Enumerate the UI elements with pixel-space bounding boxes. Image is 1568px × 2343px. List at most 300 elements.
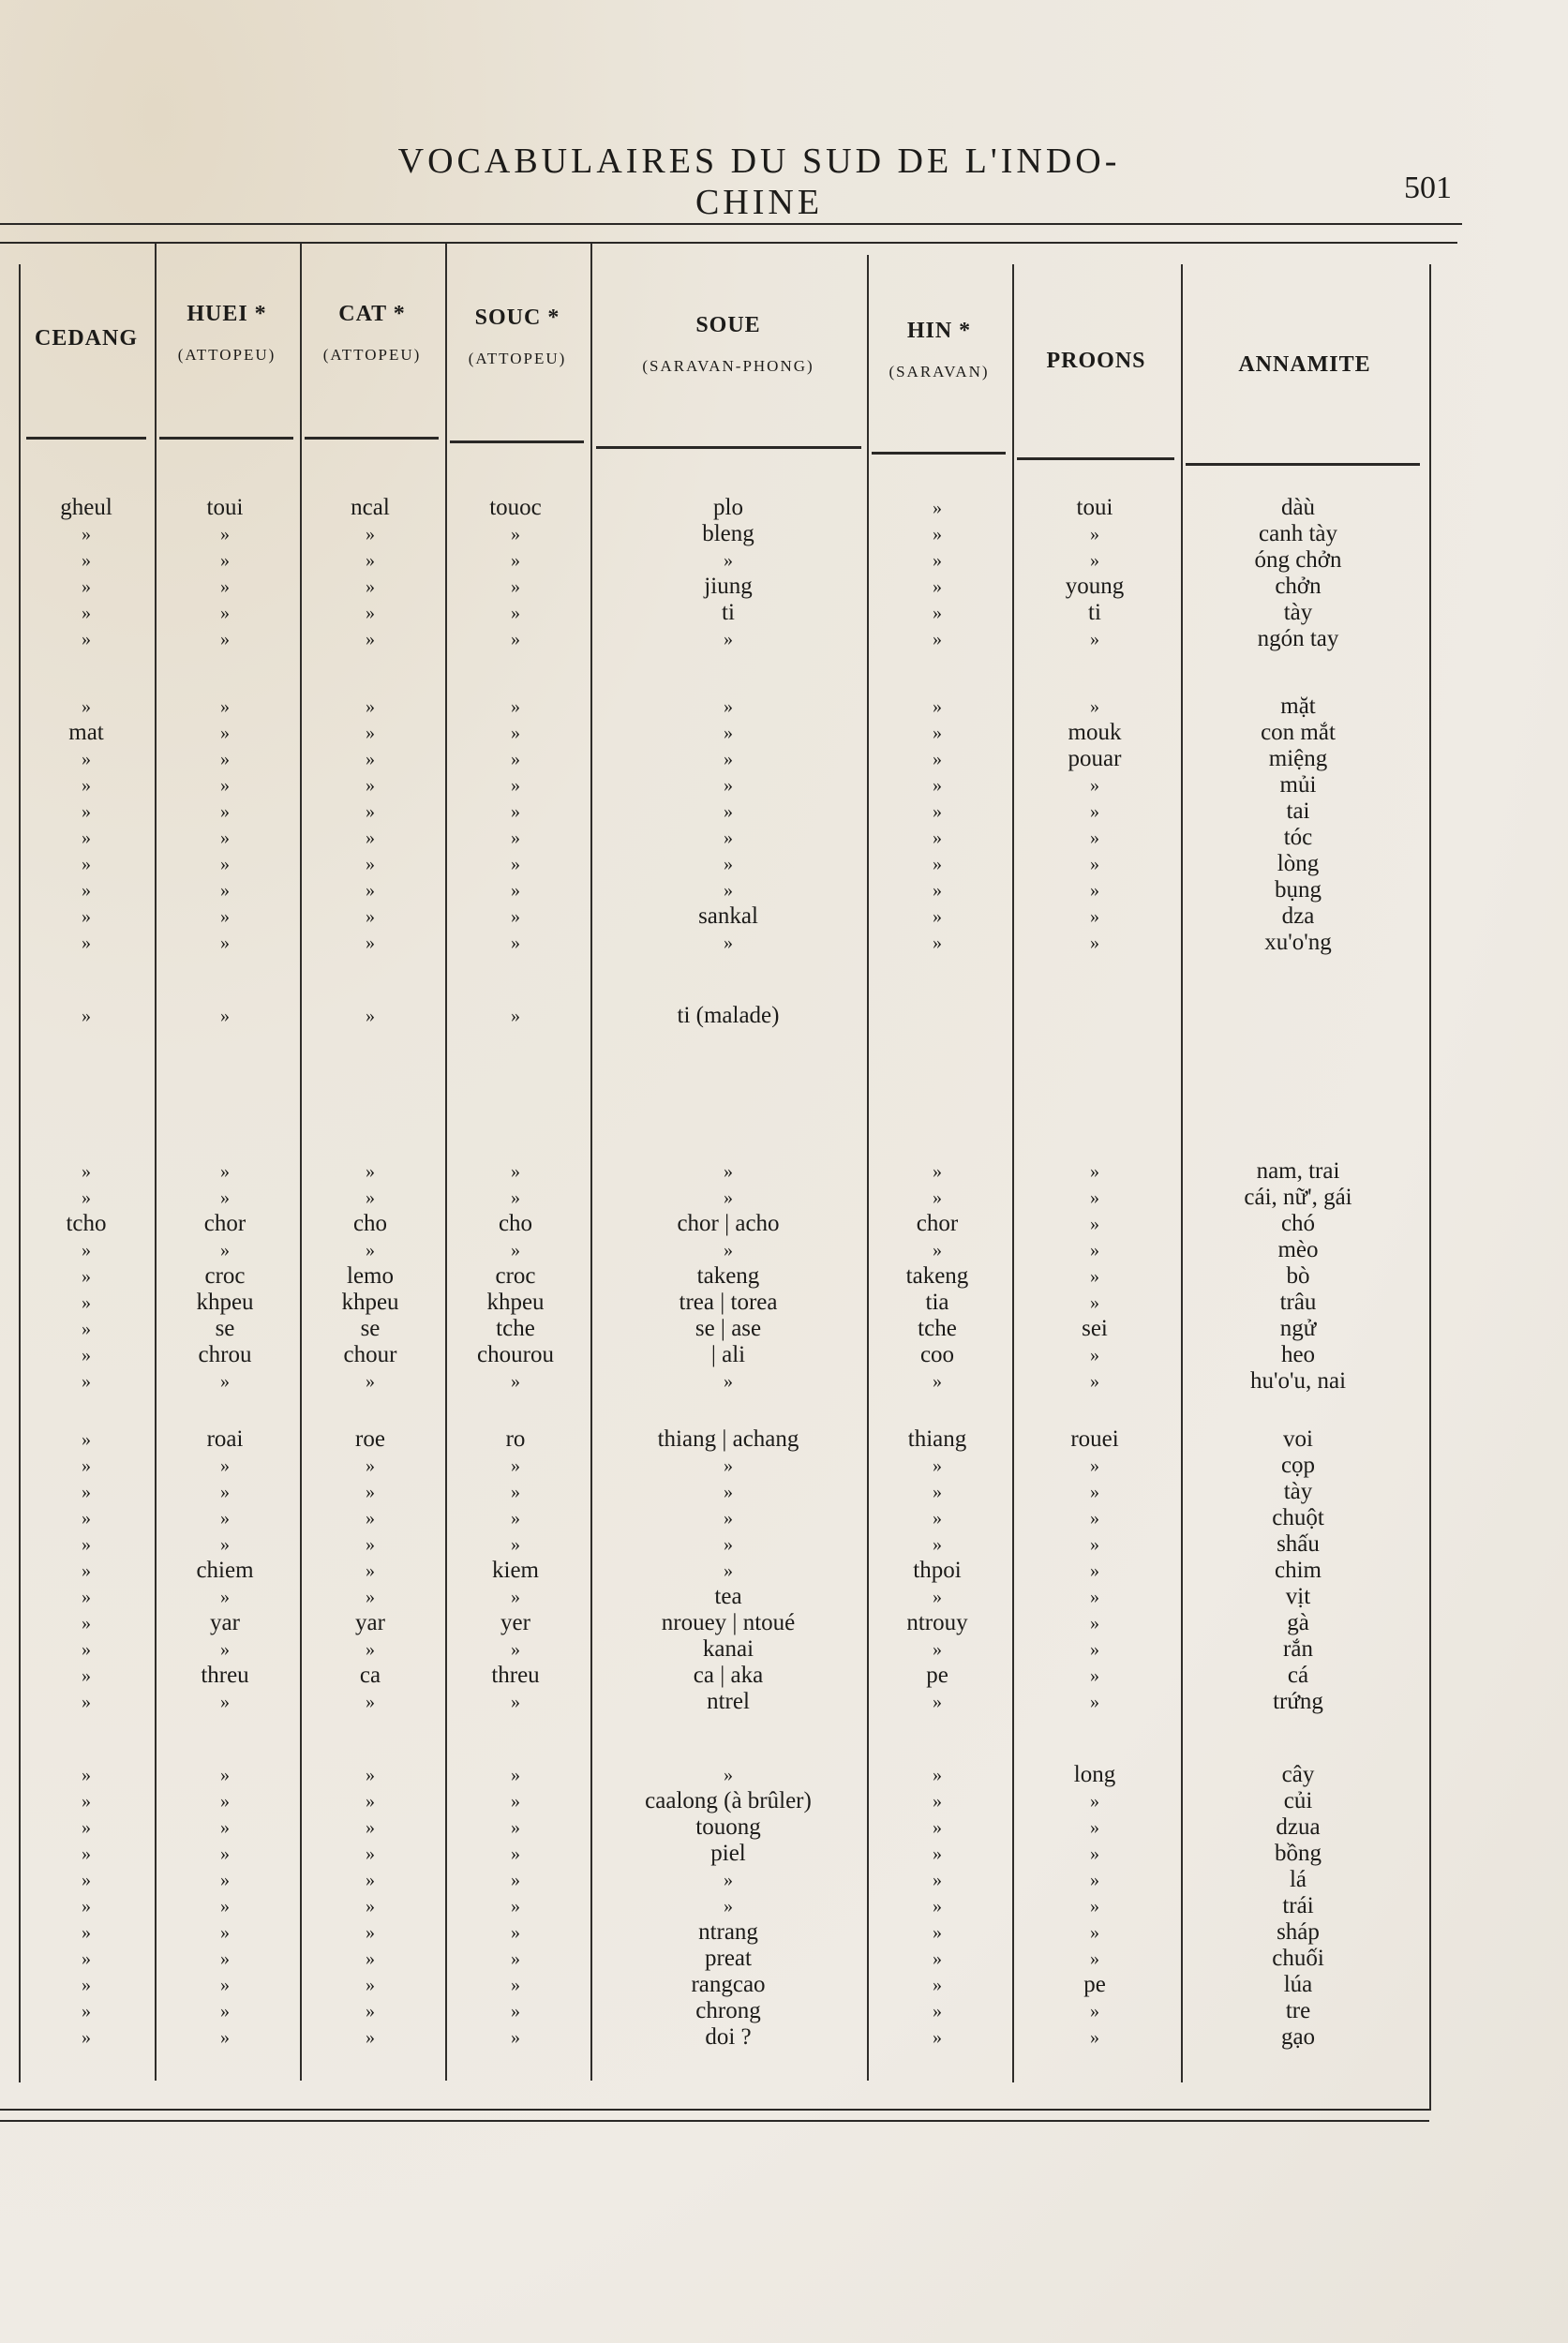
- table-row: [0, 547, 1568, 575]
- table-cell: ro: [505, 1426, 526, 1452]
- ditto-mark: »: [511, 1975, 520, 1995]
- ditto-mark: »: [82, 880, 91, 901]
- table-row: [0, 1689, 1568, 1717]
- ditto-mark: »: [220, 828, 230, 848]
- ditto-mark: »: [933, 1508, 942, 1529]
- ditto-mark: »: [933, 1948, 942, 1969]
- header-cedang: [21, 326, 152, 351]
- table-cell: shấu: [1277, 1531, 1320, 1557]
- ditto-mark: »: [933, 1843, 942, 1864]
- table-row: [0, 1479, 1568, 1507]
- table-cell: heo: [1280, 1342, 1316, 1367]
- ditto-mark: »: [1090, 1613, 1099, 1634]
- ditto-mark: »: [511, 1896, 520, 1917]
- ditto-mark: »: [82, 933, 91, 953]
- table-row: [0, 1610, 1568, 1638]
- table-cell: gheul: [60, 495, 112, 520]
- table-cell: thiang: [907, 1426, 967, 1452]
- table-cell: chiem: [196, 1558, 254, 1583]
- table-cell: roai: [206, 1426, 244, 1452]
- table-row: [0, 1788, 1568, 1816]
- ditto-mark: »: [933, 1482, 942, 1502]
- table-cell: sankal: [698, 903, 758, 929]
- header-region: (ATTOPEU): [177, 346, 276, 364]
- table-cell: tày: [1283, 1479, 1313, 1504]
- top-rule: [0, 223, 1462, 225]
- ditto-mark: »: [933, 1240, 942, 1261]
- table-cell: touong: [695, 1814, 761, 1840]
- header-souc: [447, 306, 588, 368]
- ditto-mark: »: [724, 1896, 733, 1917]
- ditto-mark: »: [366, 1455, 375, 1476]
- table-row: [0, 1003, 1568, 1031]
- table-cell: ntrouy: [906, 1610, 968, 1635]
- table-cell: tày: [1283, 600, 1313, 625]
- table-cell: tai: [1286, 798, 1310, 824]
- ditto-mark: »: [933, 1371, 942, 1392]
- header-region: (SARAVAN-PHONG): [642, 357, 814, 375]
- table-row: [0, 1893, 1568, 1921]
- ditto-mark: »: [933, 1639, 942, 1660]
- table-cell: chrong: [695, 1998, 761, 2023]
- ditto-mark: »: [933, 775, 942, 796]
- ditto-mark: »: [1090, 828, 1099, 848]
- ditto-mark: »: [724, 723, 733, 743]
- ditto-mark: »: [220, 880, 230, 901]
- ditto-mark: »: [82, 1508, 91, 1529]
- table-cell: ntrel: [707, 1689, 750, 1714]
- ditto-mark: »: [220, 1817, 230, 1838]
- ditto-mark: »: [933, 1870, 942, 1890]
- bottom-rule-2: [0, 2120, 1429, 2122]
- ditto-mark: »: [933, 550, 942, 571]
- table-cell: threu: [201, 1663, 249, 1688]
- table-cell: hu'o'u, nai: [1249, 1368, 1347, 1394]
- header-rule: [305, 437, 439, 440]
- ditto-mark: »: [511, 906, 520, 927]
- header-lang: CEDANG: [34, 326, 138, 351]
- ditto-mark: »: [82, 1482, 91, 1502]
- header-rule: [450, 440, 584, 443]
- header-lang: HUEI *: [187, 302, 267, 326]
- ditto-mark: »: [1090, 801, 1099, 822]
- ditto-mark: »: [511, 828, 520, 848]
- ditto-mark: »: [1090, 1692, 1099, 1712]
- header-region: (ATTOPEU): [322, 346, 422, 364]
- ditto-mark: »: [1090, 775, 1099, 796]
- table-cell: lòng: [1277, 851, 1320, 876]
- ditto-mark: »: [220, 1639, 230, 1660]
- table-cell: chó: [1280, 1211, 1316, 1236]
- ditto-mark: »: [511, 749, 520, 769]
- header-lang: SOUE: [695, 313, 761, 337]
- ditto-mark: »: [511, 723, 520, 743]
- table-cell: con mắt: [1261, 720, 1336, 745]
- ditto-mark: »: [366, 1692, 375, 1712]
- ditto-mark: »: [220, 1006, 230, 1026]
- ditto-mark: »: [724, 775, 733, 796]
- ditto-mark: »: [511, 1508, 520, 1529]
- table-row: [0, 1263, 1568, 1291]
- table-cell: yer: [500, 1610, 530, 1635]
- header-rule: [26, 437, 146, 440]
- top-rule-2: [0, 242, 1457, 244]
- ditto-mark: »: [511, 576, 520, 597]
- table-row: [0, 600, 1568, 628]
- header-lang: HIN *: [906, 319, 972, 343]
- ditto-mark: »: [511, 1587, 520, 1607]
- table-cell: chor: [203, 1211, 246, 1236]
- ditto-mark: »: [511, 1639, 520, 1660]
- table-row: [0, 903, 1568, 932]
- table-cell: mouk: [1068, 720, 1122, 745]
- ditto-mark: »: [1090, 1266, 1099, 1287]
- table-row: [0, 720, 1568, 748]
- ditto-mark: »: [1090, 1896, 1099, 1917]
- table-cell: chởn: [1275, 574, 1322, 599]
- table-cell: chuột: [1272, 1505, 1324, 1530]
- ditto-mark: »: [724, 1765, 733, 1785]
- table-cell: gà: [1287, 1610, 1309, 1635]
- ditto-mark: »: [82, 1319, 91, 1339]
- table-row: [0, 1237, 1568, 1265]
- ditto-mark: »: [220, 906, 230, 927]
- table-cell: tche: [496, 1316, 535, 1341]
- table-cell: tcho: [66, 1211, 107, 1236]
- ditto-mark: »: [933, 2001, 942, 2022]
- table-cell: khpeu: [196, 1290, 254, 1315]
- ditto-mark: »: [1090, 1371, 1099, 1392]
- ditto-mark: »: [933, 524, 942, 545]
- ditto-mark: »: [1090, 906, 1099, 927]
- ditto-mark: »: [366, 723, 375, 743]
- ditto-mark: »: [220, 1870, 230, 1890]
- table-row: [0, 1663, 1568, 1691]
- ditto-mark: »: [82, 854, 91, 874]
- table-cell: mat: [68, 720, 104, 745]
- ditto-mark: »: [511, 1240, 520, 1261]
- ditto-mark: »: [220, 2001, 230, 2022]
- ditto-mark: »: [511, 1765, 520, 1785]
- ditto-mark: »: [366, 1896, 375, 1917]
- table-cell: yar: [355, 1610, 385, 1635]
- ditto-mark: »: [724, 801, 733, 822]
- ditto-mark: »: [366, 524, 375, 545]
- table-row: [0, 2024, 1568, 2052]
- table-row: [0, 626, 1568, 654]
- ditto-mark: »: [82, 1587, 91, 1607]
- table-cell: takeng: [905, 1263, 969, 1289]
- table-cell: piel: [710, 1841, 746, 1866]
- table-cell: roe: [355, 1426, 385, 1452]
- table-cell: preat: [705, 1946, 752, 1971]
- ditto-mark: »: [1090, 1161, 1099, 1182]
- ditto-mark: »: [82, 2027, 91, 2048]
- ditto-mark: »: [366, 696, 375, 717]
- ditto-mark: »: [82, 1692, 91, 1712]
- table-cell: khpeu: [341, 1290, 399, 1315]
- ditto-mark: »: [511, 1371, 520, 1392]
- ditto-mark: »: [933, 1161, 942, 1182]
- table-cell-paired: chor | acho: [677, 1211, 780, 1236]
- ditto-mark: »: [724, 1560, 733, 1581]
- table-cell: cây: [1281, 1762, 1315, 1787]
- ditto-mark: »: [82, 828, 91, 848]
- ditto-mark: »: [82, 1345, 91, 1366]
- header-rule: [872, 452, 1006, 455]
- ditto-mark: »: [724, 828, 733, 848]
- ditto-mark: »: [220, 1791, 230, 1812]
- ditto-mark: »: [724, 854, 733, 874]
- ditto-mark: »: [82, 1843, 91, 1864]
- ditto-mark: »: [511, 801, 520, 822]
- ditto-mark: »: [724, 1508, 733, 1529]
- ditto-mark: »: [724, 1187, 733, 1208]
- ditto-mark: »: [933, 828, 942, 848]
- ditto-mark: »: [1090, 1948, 1099, 1969]
- header-soue: [592, 313, 864, 376]
- header-cat: [302, 302, 442, 365]
- table-row: [0, 1158, 1568, 1186]
- ditto-mark: »: [366, 1482, 375, 1502]
- table-row: [0, 495, 1568, 523]
- ditto-mark: »: [1090, 524, 1099, 545]
- table-row: [0, 1453, 1568, 1481]
- header-hin: [869, 319, 1009, 381]
- ditto-mark: »: [82, 749, 91, 769]
- table-cell: croc: [204, 1263, 246, 1289]
- table-cell: plo: [713, 495, 743, 520]
- table-cell: lúa: [1283, 1972, 1313, 1997]
- header-annamite: [1183, 352, 1426, 378]
- ditto-mark: »: [220, 1843, 230, 1864]
- ditto-mark: »: [82, 1870, 91, 1890]
- table-cell: lemo: [347, 1263, 394, 1289]
- ditto-mark: »: [220, 550, 230, 571]
- ditto-mark: »: [82, 1266, 91, 1287]
- table-cell-paired: se | ase: [694, 1316, 762, 1341]
- table-cell: yar: [210, 1610, 240, 1635]
- table-cell-paired: thiang | achang: [657, 1426, 799, 1452]
- ditto-mark: »: [82, 1948, 91, 1969]
- table-row: [0, 1998, 1568, 2026]
- ditto-mark: »: [82, 1613, 91, 1634]
- table-cell: caalong (à brûler): [645, 1788, 812, 1813]
- ditto-mark: »: [1090, 1508, 1099, 1529]
- ditto-mark: »: [82, 1922, 91, 1943]
- ditto-mark: »: [82, 1006, 91, 1026]
- table-cell: ti (malade): [677, 1003, 780, 1028]
- ditto-mark: »: [366, 550, 375, 571]
- ditto-mark: »: [1090, 1665, 1099, 1686]
- table-row: [0, 746, 1568, 774]
- ditto-mark: »: [1090, 1560, 1099, 1581]
- table-row: [0, 1368, 1568, 1396]
- ditto-mark: »: [511, 2027, 520, 2048]
- ditto-mark: »: [82, 1292, 91, 1313]
- table-cell: croc: [495, 1263, 536, 1289]
- ditto-mark: »: [82, 1161, 91, 1182]
- ditto-mark: »: [366, 1817, 375, 1838]
- ditto-mark: »: [933, 1187, 942, 1208]
- ditto-mark: »: [511, 1006, 520, 1026]
- ditto-mark: »: [366, 1187, 375, 1208]
- ditto-mark: »: [82, 603, 91, 623]
- table-cell: củi: [1283, 1788, 1313, 1813]
- table-cell: toui: [206, 495, 244, 520]
- ditto-mark: »: [724, 550, 733, 571]
- ditto-mark: »: [366, 1639, 375, 1660]
- ditto-mark: »: [933, 801, 942, 822]
- table-cell: ti: [1088, 600, 1101, 625]
- table-row: [0, 1426, 1568, 1455]
- header-lang: SOUC *: [474, 306, 560, 330]
- ditto-mark: »: [220, 723, 230, 743]
- ditto-mark: »: [366, 749, 375, 769]
- ditto-mark: »: [220, 603, 230, 623]
- ditto-mark: »: [366, 576, 375, 597]
- ditto-mark: »: [82, 1429, 91, 1450]
- ditto-mark: »: [511, 1948, 520, 1969]
- ditto-mark: »: [220, 629, 230, 649]
- ditto-mark: »: [933, 880, 942, 901]
- ditto-mark: »: [724, 933, 733, 953]
- table-cell: long: [1073, 1762, 1116, 1787]
- table-row: [0, 1531, 1568, 1560]
- ditto-mark: »: [933, 1455, 942, 1476]
- table-cell: vịt: [1285, 1584, 1311, 1609]
- ditto-mark: »: [366, 1791, 375, 1812]
- ditto-mark: »: [933, 1975, 942, 1995]
- table-cell: cho: [498, 1211, 533, 1236]
- table-cell: ca: [359, 1663, 381, 1688]
- ditto-mark: »: [1090, 696, 1099, 717]
- ditto-mark: »: [220, 1482, 230, 1502]
- ditto-mark: »: [1090, 550, 1099, 571]
- ditto-mark: »: [933, 2027, 942, 2048]
- ditto-mark: »: [82, 629, 91, 649]
- ditto-mark: »: [366, 1371, 375, 1392]
- table-cell: cái, nữ', gái: [1244, 1185, 1352, 1210]
- table-row: [0, 1972, 1568, 2000]
- table-cell: dàù: [1280, 495, 1316, 520]
- table-cell: kanai: [702, 1636, 754, 1662]
- ditto-mark: »: [511, 2001, 520, 2022]
- table-cell: bồng: [1275, 1841, 1322, 1866]
- ditto-mark: »: [220, 576, 230, 597]
- ditto-mark: »: [511, 880, 520, 901]
- ditto-mark: »: [1090, 1587, 1099, 1607]
- table-cell: tóc: [1283, 825, 1313, 850]
- table-cell: pouar: [1068, 746, 1122, 771]
- ditto-mark: »: [1090, 933, 1099, 953]
- ditto-mark: »: [366, 906, 375, 927]
- table-cell: tea: [714, 1584, 742, 1609]
- ditto-mark: »: [1090, 1292, 1099, 1313]
- ditto-mark: »: [366, 880, 375, 901]
- ditto-mark: »: [511, 696, 520, 717]
- table-cell-paired: trea | torea: [679, 1290, 778, 1315]
- ditto-mark: »: [366, 1948, 375, 1969]
- ditto-mark: »: [366, 775, 375, 796]
- table-cell: | ali: [710, 1342, 746, 1367]
- table-row: [0, 1290, 1568, 1318]
- table-row: [0, 1919, 1568, 1948]
- ditto-mark: »: [933, 749, 942, 769]
- ditto-mark: »: [1090, 1817, 1099, 1838]
- header-lang: ANNAMITE: [1238, 352, 1371, 377]
- table-row: [0, 930, 1568, 958]
- table-cell: voi: [1283, 1426, 1313, 1452]
- header-lang: CAT *: [338, 302, 406, 326]
- ditto-mark: »: [82, 1791, 91, 1812]
- ditto-mark: »: [511, 1534, 520, 1555]
- ditto-mark: »: [82, 775, 91, 796]
- ditto-mark: »: [82, 801, 91, 822]
- table-row: [0, 825, 1568, 853]
- ditto-mark: »: [933, 629, 942, 649]
- ditto-mark: »: [82, 1455, 91, 1476]
- ditto-mark: »: [366, 1765, 375, 1785]
- table-cell: ti: [722, 600, 735, 625]
- ditto-mark: »: [724, 1240, 733, 1261]
- ditto-mark: »: [220, 1455, 230, 1476]
- ditto-mark: »: [933, 603, 942, 623]
- table-cell: chourou: [477, 1342, 554, 1367]
- ditto-mark: »: [933, 723, 942, 743]
- ditto-mark: »: [511, 775, 520, 796]
- ditto-mark: »: [933, 1817, 942, 1838]
- ditto-mark: »: [724, 1870, 733, 1890]
- ditto-mark: »: [82, 696, 91, 717]
- ditto-mark: »: [511, 1843, 520, 1864]
- ditto-mark: »: [1090, 1214, 1099, 1234]
- table-cell: tia: [925, 1290, 949, 1315]
- header-rule: [596, 446, 861, 449]
- ditto-mark: »: [82, 1817, 91, 1838]
- ditto-mark: »: [724, 1534, 733, 1555]
- table-cell: óng chởn: [1254, 547, 1342, 573]
- ditto-mark: »: [220, 1534, 230, 1555]
- table-cell: jiung: [704, 574, 753, 599]
- ditto-mark: »: [220, 2027, 230, 2048]
- ditto-mark: »: [1090, 1922, 1099, 1943]
- table-cell: chim: [1275, 1558, 1322, 1583]
- ditto-mark: »: [366, 828, 375, 848]
- ditto-mark: »: [82, 2001, 91, 2022]
- table-cell: lá: [1289, 1867, 1307, 1892]
- ditto-mark: »: [511, 1922, 520, 1943]
- table-cell: mủi: [1279, 772, 1317, 798]
- ditto-mark: »: [933, 498, 942, 518]
- ditto-mark: »: [82, 1639, 91, 1660]
- ditto-mark: »: [366, 1975, 375, 1995]
- table-cell: tche: [918, 1316, 957, 1341]
- table-cell: bleng: [702, 521, 754, 546]
- table-cell: bụng: [1275, 877, 1322, 903]
- ditto-mark: »: [1090, 1534, 1099, 1555]
- ditto-mark: »: [511, 1817, 520, 1838]
- ditto-mark: »: [220, 749, 230, 769]
- table-row: [0, 877, 1568, 905]
- ditto-mark: »: [724, 1371, 733, 1392]
- table-cell: gạo: [1280, 2024, 1316, 2050]
- ditto-mark: »: [220, 1896, 230, 1917]
- ditto-mark: »: [220, 1371, 230, 1392]
- ditto-mark: »: [220, 1975, 230, 1995]
- ditto-mark: »: [1090, 1791, 1099, 1812]
- ditto-mark: »: [933, 933, 942, 953]
